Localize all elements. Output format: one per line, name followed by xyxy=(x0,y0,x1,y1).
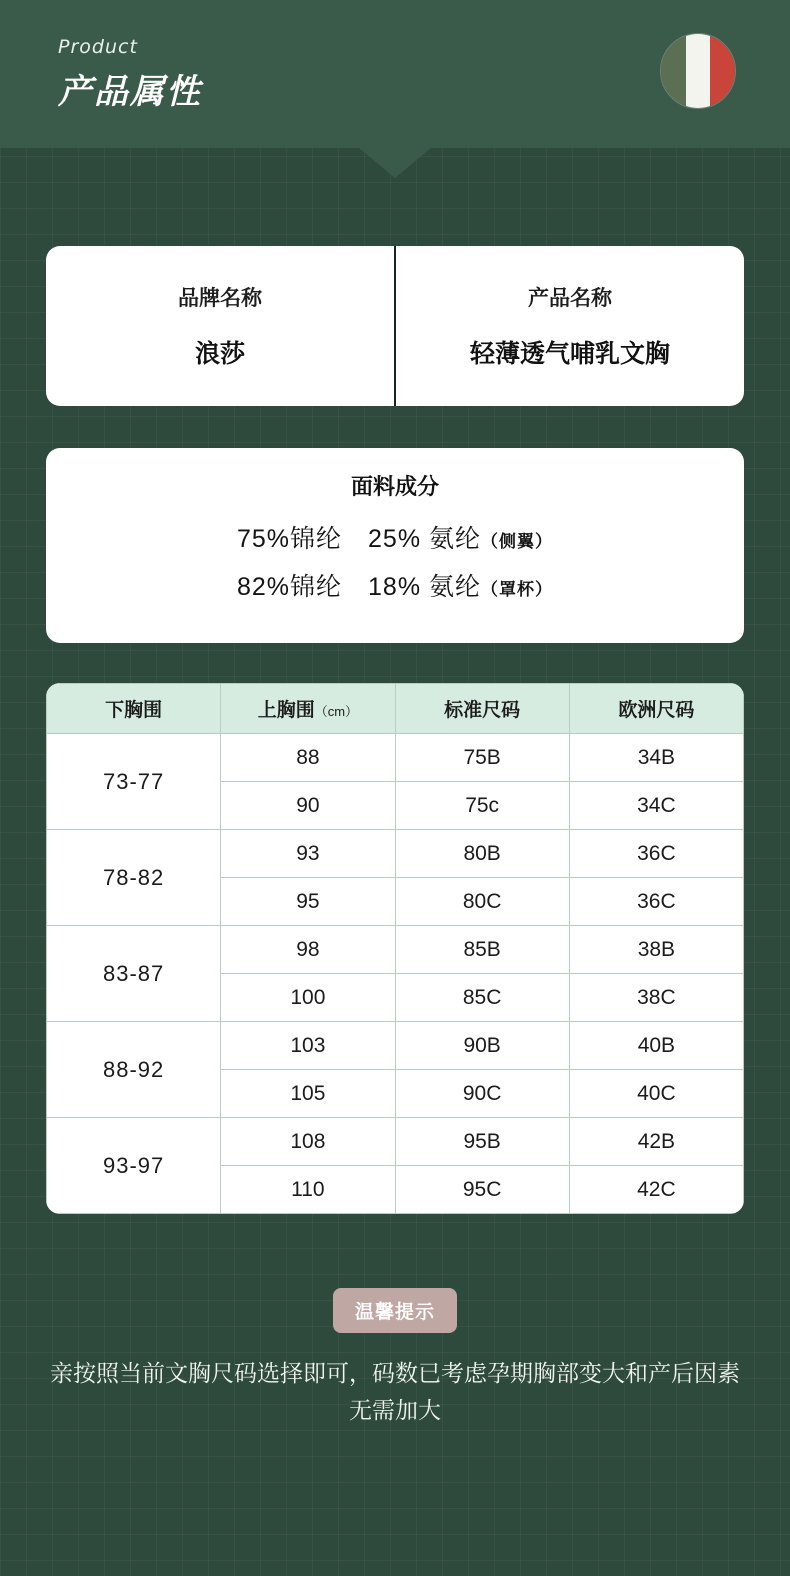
fabric-line-cup xyxy=(46,567,744,603)
cell-bust: 90 xyxy=(221,782,395,830)
cell-eu: 42B xyxy=(569,1118,743,1166)
table-row xyxy=(47,734,744,782)
fabric-line-cup-note: （罩杯） xyxy=(481,580,554,599)
tips-text: 亲按照当前文胸尺码选择即可，码数已考虑孕期胸部变大和产后因素无需加大 xyxy=(50,1360,740,1423)
column-header-eu xyxy=(569,684,743,734)
cell-bust: 110 xyxy=(221,1166,395,1214)
cell-standard: 85B xyxy=(395,926,569,974)
italy-flag-icon xyxy=(660,33,736,109)
size-chart-head xyxy=(47,684,744,734)
product-value: 轻薄透气哺乳文胸 xyxy=(469,340,670,368)
fabric-line-wing-main: 75%锦纶 25% 氨纶 xyxy=(236,525,482,553)
cell-underbust: 88-92 xyxy=(47,1022,221,1118)
cell-underbust: 73-77 xyxy=(47,734,221,830)
column-header-bust xyxy=(221,684,395,734)
size-chart-table xyxy=(46,683,744,1214)
brand-label: 品牌名称 xyxy=(178,287,262,310)
table-header-row xyxy=(47,684,744,734)
page-content xyxy=(0,246,790,1429)
product-column xyxy=(396,246,744,406)
tips-badge: 温馨提示 xyxy=(333,1288,457,1333)
cell-standard: 95B xyxy=(395,1118,569,1166)
column-header-eu-label: 欧洲尺码 xyxy=(618,700,695,721)
column-header-standard xyxy=(395,684,569,734)
cell-standard: 85C xyxy=(395,974,569,1022)
fabric-title: 面料成分 xyxy=(350,474,439,499)
column-header-bust-label: 上胸围 xyxy=(257,700,315,721)
cell-standard: 90C xyxy=(395,1070,569,1118)
cell-bust: 98 xyxy=(221,926,395,974)
cell-bust: 108 xyxy=(221,1118,395,1166)
fabric-line-wing xyxy=(46,519,744,555)
table-row xyxy=(47,830,744,878)
brand-value: 浪莎 xyxy=(194,340,245,368)
cell-eu: 42C xyxy=(569,1166,743,1214)
cell-underbust: 83-87 xyxy=(47,926,221,1022)
cell-bust: 105 xyxy=(221,1070,395,1118)
cell-underbust: 93-97 xyxy=(47,1118,221,1214)
cell-underbust: 78-82 xyxy=(47,830,221,926)
table-row xyxy=(47,1118,744,1166)
size-chart-body xyxy=(47,734,744,1214)
cell-eu: 40C xyxy=(569,1070,743,1118)
brand-column xyxy=(46,246,396,406)
page-header xyxy=(0,0,790,148)
cell-eu: 38B xyxy=(569,926,743,974)
product-label: 产品名称 xyxy=(528,287,612,310)
cell-eu: 36C xyxy=(569,830,743,878)
flag-stripe-white xyxy=(686,34,711,108)
table-row xyxy=(47,926,744,974)
page-title: 产品属性 xyxy=(58,73,202,111)
cell-bust: 95 xyxy=(221,878,395,926)
cell-eu: 34C xyxy=(569,782,743,830)
cell-bust: 93 xyxy=(221,830,395,878)
cell-standard: 80C xyxy=(395,878,569,926)
column-header-standard-label: 标准尺码 xyxy=(444,700,521,721)
column-header-underbust xyxy=(47,684,221,734)
cell-eu: 40B xyxy=(569,1022,743,1070)
cell-standard: 80B xyxy=(395,830,569,878)
tips-section xyxy=(46,1288,744,1429)
product-info-card xyxy=(46,246,744,406)
cell-eu: 38C xyxy=(569,974,743,1022)
column-header-underbust-label: 下胸围 xyxy=(105,700,163,721)
cell-standard: 95C xyxy=(395,1166,569,1214)
cell-eu: 36C xyxy=(569,878,743,926)
cell-bust: 88 xyxy=(221,734,395,782)
cell-bust: 103 xyxy=(221,1022,395,1070)
header-eyebrow: Product xyxy=(58,36,138,58)
fabric-line-cup-main: 82%锦纶 18% 氨纶 xyxy=(236,573,482,601)
column-header-bust-unit: （cm） xyxy=(314,704,359,719)
cell-eu: 34B xyxy=(569,734,743,782)
cell-standard: 75B xyxy=(395,734,569,782)
table-row xyxy=(47,1022,744,1070)
cell-standard: 90B xyxy=(395,1022,569,1070)
fabric-line-wing-note: （侧翼） xyxy=(481,532,554,551)
fabric-composition-card xyxy=(46,448,744,643)
cell-bust: 100 xyxy=(221,974,395,1022)
cell-standard: 75c xyxy=(395,782,569,830)
